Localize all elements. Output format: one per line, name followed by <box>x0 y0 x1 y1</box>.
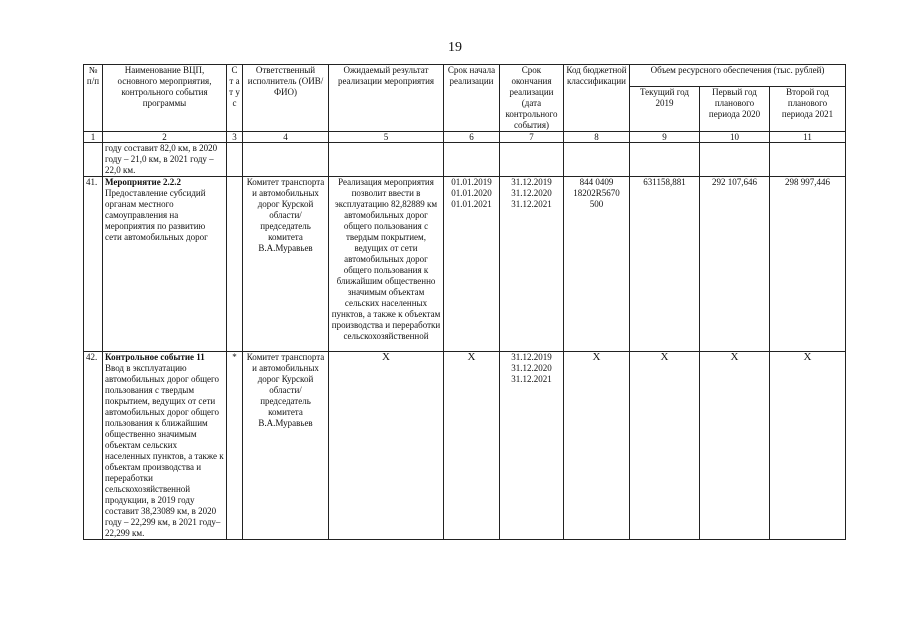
row-result: X <box>329 352 444 540</box>
row-result: Реализация мероприятия позволит ввести в эксплуатацию 82,82889 км автомобильных дорог общего пользования с твердым покрытием, ведущих от сети автомобильных дорог общего пользования к ближайшим общественно значимым объектам сельских населенных пунктов, а также к объектам производства и переработки сельскохозяйственной <box>329 177 444 352</box>
col-number: 9 <box>630 132 700 143</box>
row-2020: X <box>700 352 770 540</box>
row-num: 41. <box>84 177 103 352</box>
row-2019: X <box>630 352 700 540</box>
header-start: Срок начала реализации <box>444 65 500 132</box>
row-executor: Комитет транспорта и автомобильных дорог Курской области/ председатель комитета В.А.Муравьев <box>243 352 329 540</box>
col-number: 6 <box>444 132 500 143</box>
header-executor: Ответственный исполнитель (ОИВ/ФИО) <box>243 65 329 132</box>
header-name: Наименование ВЦП, основного мероприятия, контрольного события программы <box>103 65 227 132</box>
col-number: 8 <box>564 132 630 143</box>
table-row <box>84 143 846 177</box>
row-num <box>84 143 103 177</box>
row-name-cell <box>103 177 227 352</box>
row-start <box>444 143 500 177</box>
row-2021 <box>770 143 846 177</box>
row-2021: 298 997,446 <box>770 177 846 352</box>
row-start: 01.01.2019 01.01.2020 01.01.2021 <box>444 177 500 352</box>
row-2019: 631158,881 <box>630 177 700 352</box>
row-2020: 292 107,646 <box>700 177 770 352</box>
header-2019: Текущий год 2019 <box>630 86 700 131</box>
header-row <box>84 65 846 87</box>
header-kbk: Код бюджетной классификации <box>564 65 630 132</box>
row-kbk <box>564 143 630 177</box>
row-kbk: 844 0409 18202R5670 500 <box>564 177 630 352</box>
row-kbk: X <box>564 352 630 540</box>
row-name: Предоставление субсидий органам местного самоуправления на мероприятия по развитию сети автомобильных дорог <box>105 188 208 242</box>
row-name-title: Мероприятие 2.2.2 <box>105 177 181 187</box>
col-number: 11 <box>770 132 846 143</box>
header-2021: Второй год планового периода 2021 <box>770 86 846 131</box>
header-num: № п/п <box>84 65 103 132</box>
row-name: Ввод в эксплуатацию автомобильных дорог общего пользования с твердым покрытием, ведущих от сети автомобильных дорог общего пользования к ближайшим общественно значимым объектам сельских населенных пунктов, а также к объектам производства и переработки сельскохозяйственной продукции, в 2019 году составит 38,23089 км, в 2020 году – 22,299 км, в 2021 году– 22,299 км. <box>105 363 224 538</box>
col-number: 5 <box>329 132 444 143</box>
row-2020 <box>700 143 770 177</box>
col-number: 7 <box>500 132 564 143</box>
row-executor <box>243 143 329 177</box>
col-number: 1 <box>84 132 103 143</box>
row-end: 31.12.2019 31.12.2020 31.12.2021 <box>500 177 564 352</box>
header-result: Ожидаемый результат реализации мероприятия <box>329 65 444 132</box>
row-2021: X <box>770 352 846 540</box>
row-name-title: Контрольное событие 11 <box>105 352 205 362</box>
row-executor: Комитет транспорта и автомобильных дорог Курской области/ председатель комитета В.А.Муравьев <box>243 177 329 352</box>
header-resources: Объем ресурсного обеспечения (тыс. рублей) <box>630 65 846 87</box>
row-status <box>227 177 243 352</box>
col-number: 10 <box>700 132 770 143</box>
col-number: 3 <box>227 132 243 143</box>
row-result <box>329 143 444 177</box>
row-status: * <box>227 352 243 540</box>
row-num: 42. <box>84 352 103 540</box>
col-number: 4 <box>243 132 329 143</box>
row-name: году составит 82,0 км, в 2020 году – 21,0 км, в 2021 году – 22,0 км. <box>103 143 227 177</box>
header-status: С т а т у с <box>227 65 243 132</box>
table-row <box>84 177 846 352</box>
column-numbers-row <box>84 132 846 143</box>
page-number: 19 <box>448 40 462 55</box>
row-end: 31.12.2019 31.12.2020 31.12.2021 <box>500 352 564 540</box>
header-end: Срок окончания реализации (дата контрольного события) <box>500 65 564 132</box>
row-status <box>227 143 243 177</box>
table-row <box>84 352 846 540</box>
header-2020: Первый год планового периода 2020 <box>700 86 770 131</box>
row-start: X <box>444 352 500 540</box>
row-2019 <box>630 143 700 177</box>
col-number: 2 <box>103 132 227 143</box>
resource-table <box>83 64 846 540</box>
row-name-cell <box>103 352 227 540</box>
row-end <box>500 143 564 177</box>
